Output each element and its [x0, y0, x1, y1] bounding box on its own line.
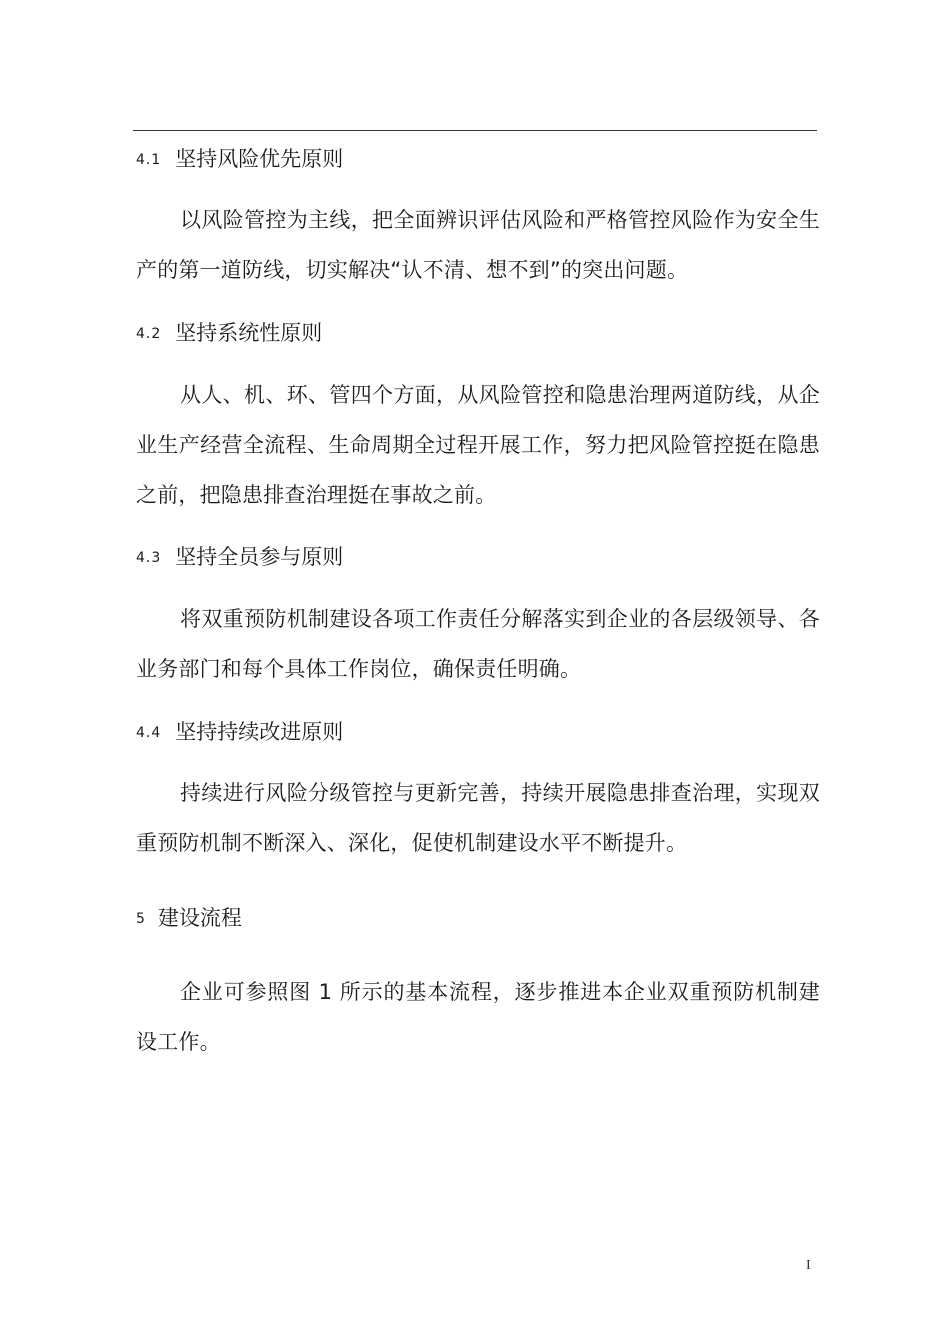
section-body-4-4: 持续进行风险分级管控与更新完善，持续开展隐患排查治理，实现双重预防机制不断深入、深化，促使机制建设水平不断提升。 — [136, 781, 820, 855]
section-number: 5 — [136, 911, 146, 927]
section-number: 4.2 — [136, 326, 162, 342]
header-rule — [133, 130, 817, 131]
section-title: 坚持系统性原则 — [175, 321, 323, 345]
section-heading-4-4 — [136, 718, 343, 747]
section-heading-4-2 — [136, 319, 322, 348]
section-title: 坚持风险优先原则 — [175, 147, 344, 171]
section-number: 4.3 — [136, 550, 162, 566]
section-number: 4.1 — [136, 152, 162, 168]
section-body-4-2: 从人、机、环、管四个方面，从风险管控和隐患治理两道防线，从企业生产经营全流程、生命周期全过程开展工作，努力把风险管控挺在隐患之前，把隐患排查治理挺在事故之前。 — [136, 383, 820, 507]
section-title: 坚持持续改进原则 — [175, 720, 344, 744]
section-heading-4-1 — [136, 145, 343, 174]
page-number: I — [806, 1258, 811, 1273]
section-title: 坚持全员参与原则 — [175, 545, 344, 569]
section-heading-5 — [136, 904, 242, 933]
section-number: 4.4 — [136, 725, 162, 741]
section-heading-4-3 — [136, 543, 343, 572]
section-title: 建设流程 — [157, 906, 242, 930]
section-body-4-1: 以风险管控为主线，把全面辨识评估风险和严格管控风险作为安全生产的第一道防线，切实解决“认不清、想不到”的突出问题。 — [136, 208, 820, 282]
section-body-5: 企业可参照图 1 所示的基本流程，逐步推进本企业双重预防机制建设工作。 — [136, 980, 820, 1054]
section-body-4-3: 将双重预防机制建设各项工作责任分解落实到企业的各层级领导、各业务部门和每个具体工作岗位，确保责任明确。 — [136, 607, 820, 681]
